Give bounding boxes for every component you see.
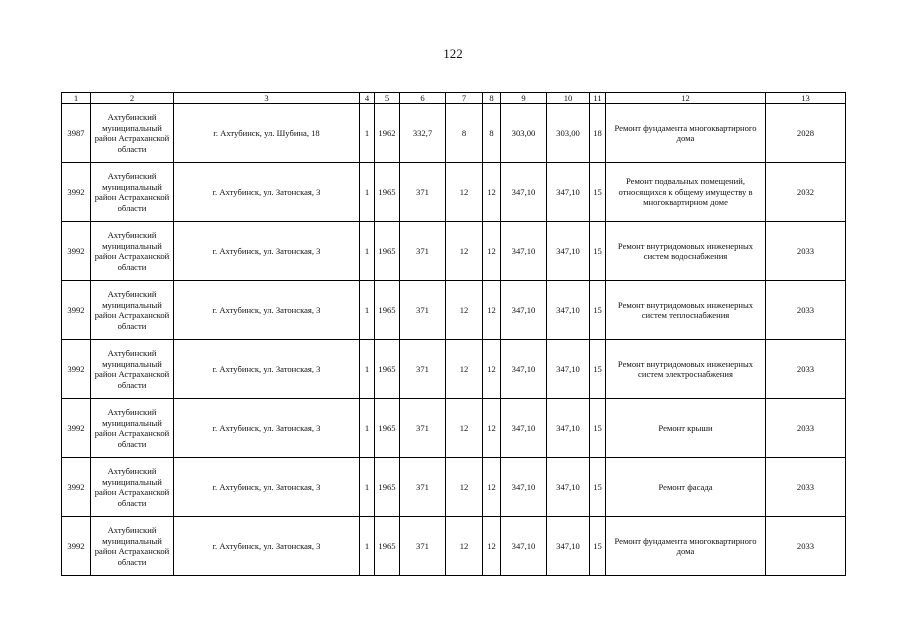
municipality-cell: Ахтубинский муниципальный район Астраханской области [91,458,174,517]
unit-cost-cell: 347,10 [547,340,590,399]
house-id-cell: 3992 [62,517,91,576]
address-cell: г. Ахтубинск, ул. Затонская, 3 [174,222,360,281]
cost-cell: 347,10 [501,222,547,281]
col8-cell: 12 [483,517,501,576]
deadline-year-cell: 2033 [766,222,846,281]
count-cell: 1 [360,517,375,576]
address-cell: г. Ахтубинск, ул. Затонская, 3 [174,163,360,222]
work-type-cell: Ремонт фасада [606,458,766,517]
house-id-cell: 3992 [62,163,91,222]
table-row [62,399,846,458]
col11-cell: 15 [590,458,606,517]
count-cell: 1 [360,340,375,399]
year-cell: 1965 [375,399,400,458]
column-header-13: 13 [766,93,846,104]
count-cell: 1 [360,163,375,222]
unit-cost-cell: 347,10 [547,458,590,517]
work-type-cell: Ремонт подвальных помещений, относящихся к общему имуществу в многоквартирном доме [606,163,766,222]
municipality-cell: Ахтубинский муниципальный район Астраханской области [91,399,174,458]
cost-cell: 347,10 [501,281,547,340]
col11-cell: 15 [590,163,606,222]
deadline-year-cell: 2033 [766,340,846,399]
capital-repair-table [61,92,846,576]
area-cell: 332,7 [400,104,446,163]
municipality-cell: Ахтубинский муниципальный район Астраханской области [91,163,174,222]
col8-cell: 8 [483,104,501,163]
col7-cell: 8 [446,104,483,163]
year-cell: 1965 [375,458,400,517]
deadline-year-cell: 2032 [766,163,846,222]
house-id-cell: 3992 [62,222,91,281]
column-header-6: 6 [400,93,446,104]
unit-cost-cell: 347,10 [547,399,590,458]
col8-cell: 12 [483,163,501,222]
column-header-1: 1 [62,93,91,104]
work-type-cell: Ремонт крыши [606,399,766,458]
area-cell: 371 [400,163,446,222]
column-header-5: 5 [375,93,400,104]
col8-cell: 12 [483,399,501,458]
unit-cost-cell: 303,00 [547,104,590,163]
unit-cost-cell: 347,10 [547,163,590,222]
table-row [62,281,846,340]
unit-cost-cell: 347,10 [547,281,590,340]
col7-cell: 12 [446,517,483,576]
deadline-year-cell: 2033 [766,458,846,517]
col11-cell: 15 [590,517,606,576]
deadline-year-cell: 2028 [766,104,846,163]
deadline-year-cell: 2033 [766,517,846,576]
work-type-cell: Ремонт фундамента многоквартирного дома [606,517,766,576]
address-cell: г. Ахтубинск, ул. Затонская, 3 [174,517,360,576]
cost-cell: 347,10 [501,517,547,576]
cost-cell: 347,10 [501,340,547,399]
deadline-year-cell: 2033 [766,281,846,340]
column-header-4: 4 [360,93,375,104]
house-id-cell: 3992 [62,281,91,340]
col7-cell: 12 [446,163,483,222]
col7-cell: 12 [446,458,483,517]
column-header-2: 2 [91,93,174,104]
column-header-11: 11 [590,93,606,104]
work-type-cell: Ремонт внутридомовых инженерных систем водоснабжения [606,222,766,281]
area-cell: 371 [400,458,446,517]
year-cell: 1965 [375,340,400,399]
cost-cell: 347,10 [501,399,547,458]
year-cell: 1965 [375,281,400,340]
area-cell: 371 [400,222,446,281]
col11-cell: 15 [590,281,606,340]
year-cell: 1965 [375,163,400,222]
work-type-cell: Ремонт внутридомовых инженерных систем теплоснабжения [606,281,766,340]
column-header-8: 8 [483,93,501,104]
column-header-7: 7 [446,93,483,104]
house-id-cell: 3987 [62,104,91,163]
col7-cell: 12 [446,281,483,340]
address-cell: г. Ахтубинск, ул. Затонская, 3 [174,340,360,399]
count-cell: 1 [360,222,375,281]
year-cell: 1965 [375,517,400,576]
column-number-row [62,93,846,104]
area-cell: 371 [400,340,446,399]
deadline-year-cell: 2033 [766,399,846,458]
cost-cell: 347,10 [501,458,547,517]
area-cell: 371 [400,517,446,576]
column-header-12: 12 [606,93,766,104]
house-id-cell: 3992 [62,340,91,399]
table-row [62,163,846,222]
table-row [62,222,846,281]
col7-cell: 12 [446,399,483,458]
municipality-cell: Ахтубинский муниципальный район Астраханской области [91,104,174,163]
col11-cell: 15 [590,222,606,281]
column-header-9: 9 [501,93,547,104]
count-cell: 1 [360,458,375,517]
house-id-cell: 3992 [62,458,91,517]
area-cell: 371 [400,281,446,340]
col8-cell: 12 [483,458,501,517]
municipality-cell: Ахтубинский муниципальный район Астраханской области [91,281,174,340]
col11-cell: 15 [590,340,606,399]
year-cell: 1965 [375,222,400,281]
column-header-3: 3 [174,93,360,104]
col7-cell: 12 [446,340,483,399]
municipality-cell: Ахтубинский муниципальный район Астраханской области [91,517,174,576]
address-cell: г. Ахтубинск, ул. Затонская, 3 [174,399,360,458]
unit-cost-cell: 347,10 [547,222,590,281]
area-cell: 371 [400,399,446,458]
year-cell: 1962 [375,104,400,163]
work-type-cell: Ремонт внутридомовых инженерных систем электроснабжения [606,340,766,399]
table-row [62,340,846,399]
municipality-cell: Ахтубинский муниципальный район Астраханской области [91,222,174,281]
count-cell: 1 [360,399,375,458]
col7-cell: 12 [446,222,483,281]
column-header-10: 10 [547,93,590,104]
cost-cell: 347,10 [501,163,547,222]
unit-cost-cell: 347,10 [547,517,590,576]
house-id-cell: 3992 [62,399,91,458]
col8-cell: 12 [483,222,501,281]
address-cell: г. Ахтубинск, ул. Шубина, 18 [174,104,360,163]
count-cell: 1 [360,104,375,163]
table-row [62,104,846,163]
address-cell: г. Ахтубинск, ул. Затонская, 3 [174,458,360,517]
cost-cell: 303,00 [501,104,547,163]
col11-cell: 18 [590,104,606,163]
work-type-cell: Ремонт фундамента многоквартирного дома [606,104,766,163]
count-cell: 1 [360,281,375,340]
col8-cell: 12 [483,281,501,340]
municipality-cell: Ахтубинский муниципальный район Астраханской области [91,340,174,399]
page-number: 122 [443,46,463,61]
table-row [62,517,846,576]
address-cell: г. Ахтубинск, ул. Затонская, 3 [174,281,360,340]
col8-cell: 12 [483,340,501,399]
col11-cell: 15 [590,399,606,458]
table-row [62,458,846,517]
